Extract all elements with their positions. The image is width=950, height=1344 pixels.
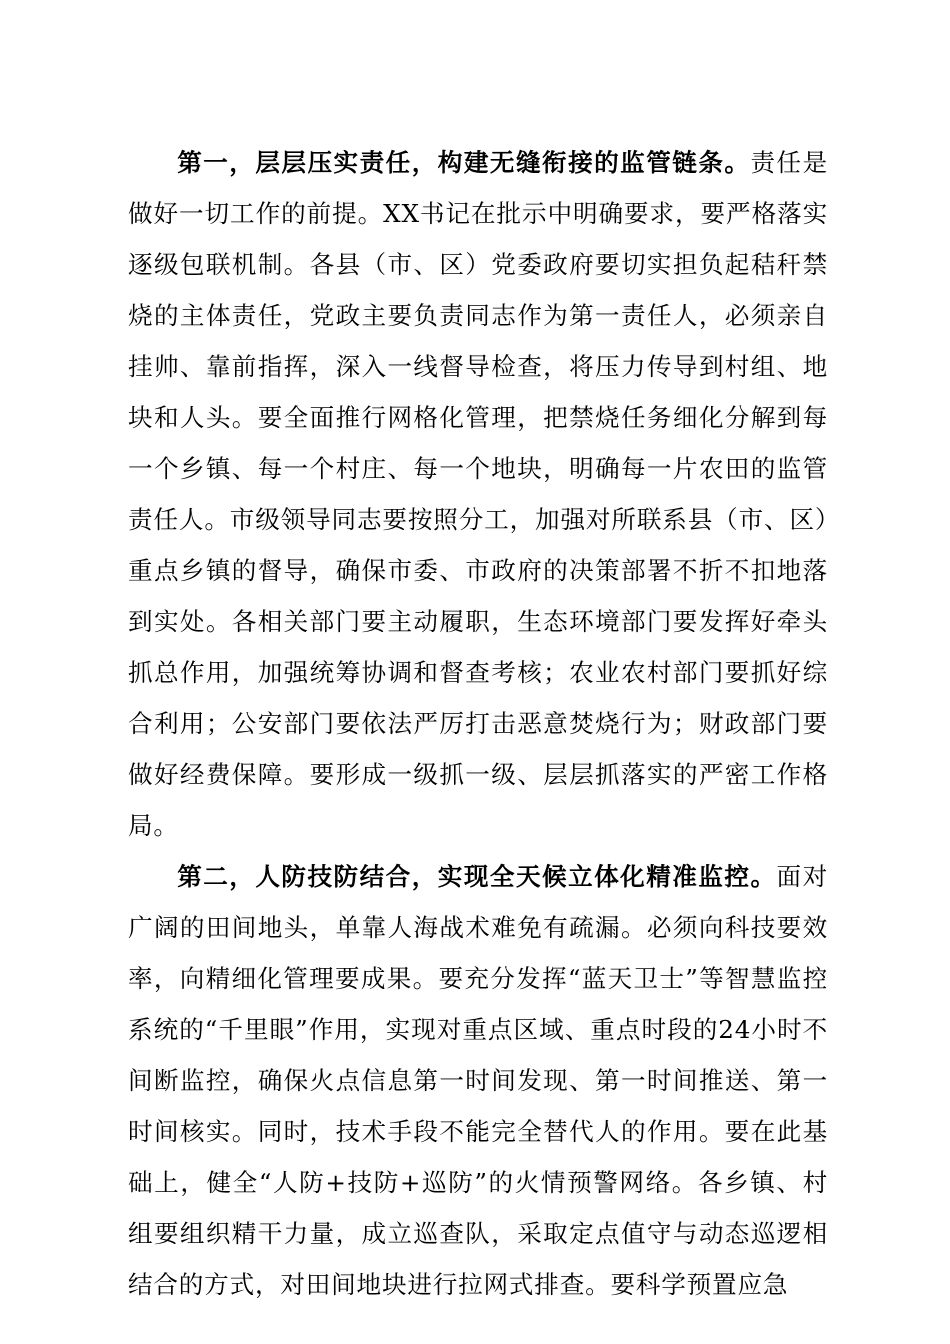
paragraph-first	[128, 137, 828, 851]
document-body	[128, 137, 828, 1310]
paragraph-first-text: 责任是做好一切工作的前提。XX书记在批示中明确要求，要严格落实逐级包联机制。各县（市、区）党委政府要切实担负起秸秆禁烧的主体责任，党政主要负责同志作为第一责任人，必须亲自挂帅、靠前指挥，深入一线督导检查，将压力传导到村组、地块和人头。要全面推行网格化管理，把禁烧任务细化分解到每一个乡镇、每一个村庄、每一个地块，明确每一片农田的监管责任人。市级领导同志要按照分工，加强对所联系县（市、区）重点乡镇的督导，确保市委、市政府的决策部署不折不扣地落到实处。各相关部门要主动履职，生态环境部门要发挥好牵头抓总作用，加强统筹协调和督查考核；农业农村部门要抓好综合利用；公安部门要依法严厉打击恶意焚烧行为；财政部门要做好经费保障。要形成一级抓一级、层层抓落实的严密工作格局。	[128, 148, 828, 840]
paragraph-second-lead: 第二，人防技防结合，实现全天候立体化精准监控。	[177, 862, 777, 891]
paragraph-second	[128, 851, 828, 1310]
paragraph-first-lead: 第一，层层压实责任，构建无缝衔接的监管链条。	[177, 148, 751, 177]
paragraph-second-text: 面对广阔的田间地头，单靠人海战术难免有疏漏。必须向科技要效率，向精细化管理要成果。要充分发挥“蓝天卫士”等智慧监控系统的“千里眼”作用，实现对重点区域、重点时段的24小时不间断监控，确保火点信息第一时间发现、第一时间推送、第一时间核实。同时，技术手段不能完全替代人的作用。要在此基础上，健全“人防+技防+巡防”的火情预警网络。各乡镇、村组要组织精干力量，成立巡查队，采取定点值守与动态巡逻相结合的方式，对田间地块进行拉网式排查。要科学预置应急	[128, 862, 828, 1299]
